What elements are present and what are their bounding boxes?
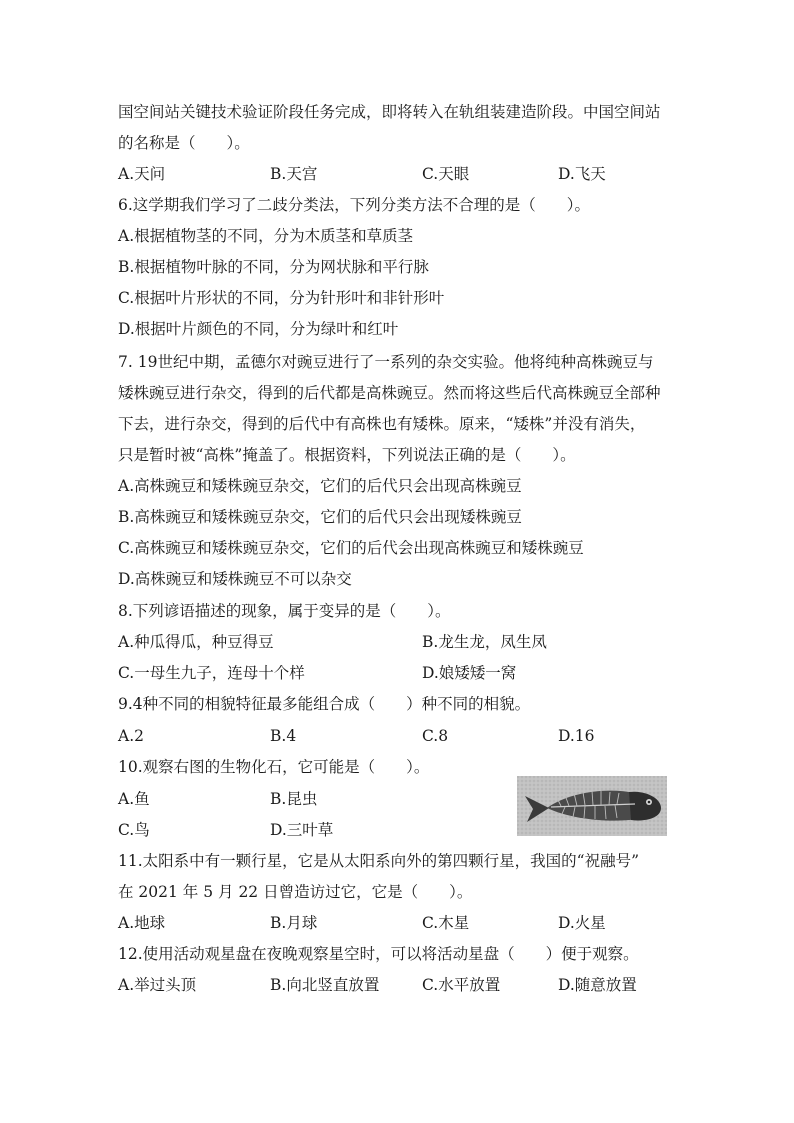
q5-option-c[interactable]: C.天眼 xyxy=(422,165,470,183)
q10-option-d[interactable]: D.三叶草 xyxy=(270,821,334,839)
q6-stem: 6.这学期我们学习了二歧分类法，下列分类方法不合理的是（ ）。 xyxy=(118,196,591,214)
fish-fossil-image xyxy=(517,776,667,836)
fish-fossil-icon xyxy=(517,776,667,836)
q7-option-a[interactable]: A.高株豌豆和矮株豌豆杂交，它们的后代只会出现高株豌豆 xyxy=(118,477,522,495)
q12-option-b[interactable]: B.向北竖直放置 xyxy=(270,976,380,994)
q9-option-d[interactable]: D.16 xyxy=(558,727,595,745)
q11-option-d[interactable]: D.火星 xyxy=(558,914,606,932)
q9-option-b[interactable]: B.4 xyxy=(270,727,297,745)
q7-stem-line-4: 只是暂时被“高株”掩盖了。根据资料，下列说法正确的是（ ）。 xyxy=(118,446,576,464)
q10-option-c[interactable]: C.鸟 xyxy=(118,821,150,839)
q5-stem-line-2: 的名称是（ ）。 xyxy=(118,134,250,152)
q6-option-a[interactable]: A.根据植物茎的不同，分为木质茎和草质茎 xyxy=(118,227,414,245)
q8-stem: 8.下列谚语描述的现象，属于变异的是（ ）。 xyxy=(118,602,451,620)
q7-option-d[interactable]: D.高株豌豆和矮株豌豆不可以杂交 xyxy=(118,570,352,588)
q5-option-b[interactable]: B.天宫 xyxy=(270,165,318,183)
q9-option-a[interactable]: A.2 xyxy=(118,727,144,745)
q6-option-c[interactable]: C.根据叶片形状的不同，分为针形叶和非针形叶 xyxy=(118,289,445,307)
q7-stem-line-1: 7. 19世纪中期，孟德尔对豌豆进行了一系列的杂交实验。他将纯种高株豌豆与 xyxy=(118,353,654,371)
q8-option-d[interactable]: D.娘矮矮一窝 xyxy=(422,664,517,682)
q7-option-b[interactable]: B.高株豌豆和矮株豌豆杂交，它们的后代只会出现矮株豌豆 xyxy=(118,508,522,526)
q9-stem: 9.4种不同的相貌特征最多能组合成（ ）种不同的相貌。 xyxy=(118,695,531,713)
q8-option-b[interactable]: B.龙生龙，凤生凤 xyxy=(422,633,547,651)
q5-stem-line-1: 国空间站关键技术验证阶段任务完成，即将转入在轨组装建造阶段。中国空间站 xyxy=(118,103,661,121)
q5-option-d[interactable]: D.飞天 xyxy=(558,165,606,183)
q11-stem-line-1: 11.太阳系中有一颗行星，它是从太阳系向外的第四颗行星，我国的“祝融号” xyxy=(118,852,640,870)
q5-option-a[interactable]: A.天问 xyxy=(118,165,166,183)
q8-option-a[interactable]: A.种瓜得瓜，种豆得豆 xyxy=(118,633,274,651)
q12-option-a[interactable]: A.举过头顶 xyxy=(118,976,197,994)
q7-stem-line-3: 下去，进行杂交，得到的后代中有高株也有矮株。原来，“矮株”并没有消失， xyxy=(118,415,646,433)
q11-stem-line-2: 在 2021 年 5 月 22 日曾造访过它，它是（ ）。 xyxy=(118,883,473,901)
q10-option-a[interactable]: A.鱼 xyxy=(118,790,150,808)
q10-stem: 10.观察右图的生物化石，它可能是（ ）。 xyxy=(118,758,430,776)
q12-option-c[interactable]: C.水平放置 xyxy=(422,976,501,994)
q10-option-b[interactable]: B.昆虫 xyxy=(270,790,318,808)
q6-option-d[interactable]: D.根据叶片颜色的不同，分为绿叶和红叶 xyxy=(118,320,399,338)
q8-option-c[interactable]: C.一母生九子，连母十个样 xyxy=(118,664,305,682)
q11-option-a[interactable]: A.地球 xyxy=(118,914,166,932)
q12-option-d[interactable]: D.随意放置 xyxy=(558,976,637,994)
q12-stem: 12.使用活动观星盘在夜晚观察星空时，可以将活动星盘（ ）便于观察。 xyxy=(118,945,639,963)
q11-option-b[interactable]: B.月球 xyxy=(270,914,318,932)
q7-option-c[interactable]: C.高株豌豆和矮株豌豆杂交，它们的后代会出现高株豌豆和矮株豌豆 xyxy=(118,539,584,557)
q7-stem-line-2: 矮株豌豆进行杂交，得到的后代都是高株豌豆。然而将这些后代高株豌豆全部种 xyxy=(118,384,661,402)
q6-option-b[interactable]: B.根据植物叶脉的不同，分为网状脉和平行脉 xyxy=(118,258,429,276)
q9-option-c[interactable]: C.8 xyxy=(422,727,449,745)
q11-option-c[interactable]: C.木星 xyxy=(422,914,470,932)
